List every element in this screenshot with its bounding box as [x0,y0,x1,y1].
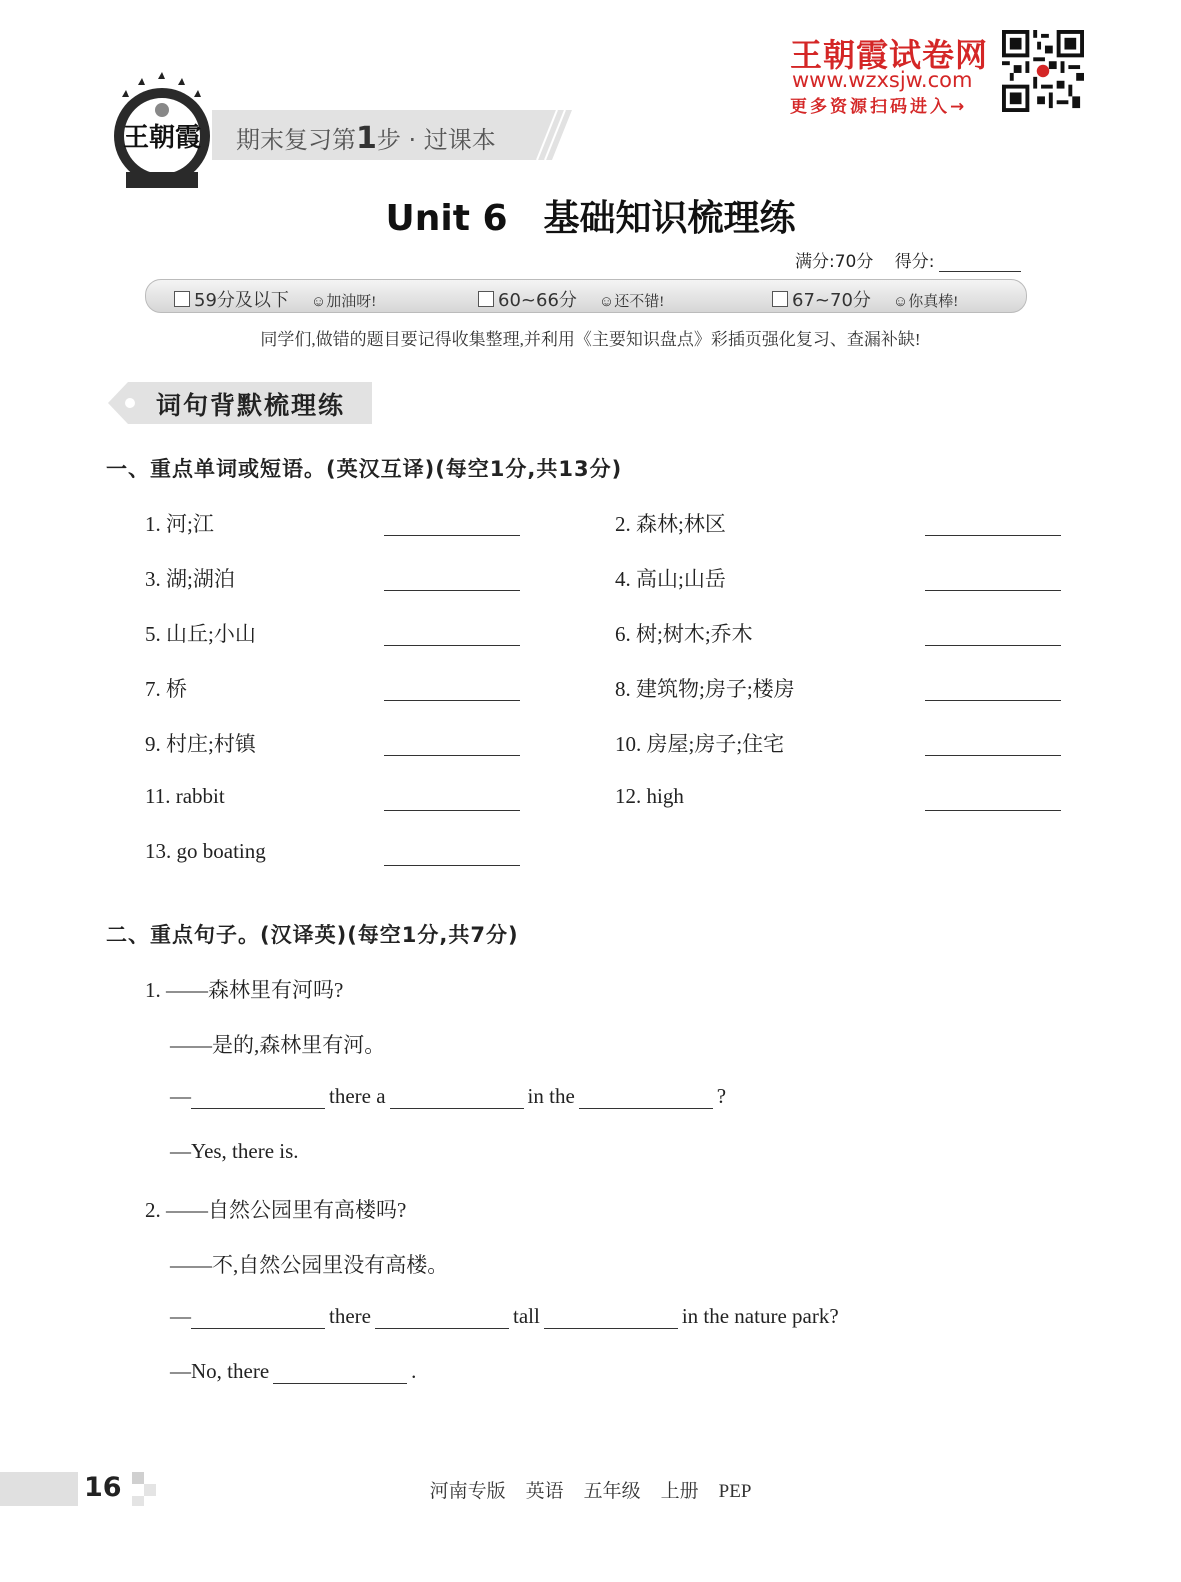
q2-blank-2[interactable] [375,1306,509,1329]
word-item-12: 12. high [615,784,684,808]
answer-line-8[interactable] [925,700,1061,701]
answer-line-2[interactable] [925,535,1061,536]
answer-line-13[interactable] [384,865,520,866]
word-item-4: 4. 高山;山岳 [615,567,726,591]
q2-blank-1[interactable] [191,1306,325,1329]
answer-line-10[interactable] [925,755,1061,756]
q2-english-answer: —No, there . [170,1359,417,1383]
word-item-2: 2. 森林;林区 [615,512,726,536]
checkbox-icon [174,291,190,307]
part2-heading: 二、重点句子。(汉译英)(每空1分,共7分) [106,923,519,947]
word-item-9: 9. 村庄;村镇 [145,732,256,756]
checkbox-icon [478,291,494,307]
answer-line-1[interactable] [384,535,520,536]
footer-edition: 河南专版 英语 五年级 上册 PEP [429,1481,752,1502]
score-label: 得分: [894,252,935,272]
q2-chinese-question: 2. ——自然公园里有高楼吗? [145,1198,407,1222]
word-item-3: 3. 湖;湖泊 [145,567,235,591]
answer-line-9[interactable] [384,755,520,756]
q2-blank-4[interactable] [273,1361,407,1384]
score-line [795,247,1021,272]
answer-line-3[interactable] [384,590,520,591]
qr-code-icon[interactable] [1002,30,1084,112]
word-item-8: 8. 建筑物;房子;楼房 [615,677,795,701]
word-item-5: 5. 山丘;小山 [145,622,256,646]
banner-title: 期末复习第1步 · 过课本 [236,121,496,156]
full-score: 满分:70分 [795,252,874,272]
q1-blank-2[interactable] [390,1086,524,1109]
part1-heading: 一、重点单词或短语。(英汉互译)(每空1分,共13分) [106,457,623,481]
q2-chinese-answer: ——不,自然公园里没有高楼。 [170,1253,449,1277]
section-label: 词句背默梳理练 [156,391,346,420]
word-item-11: 11. rabbit [145,784,225,808]
answer-line-6[interactable] [925,645,1061,646]
answer-line-11[interactable] [384,810,520,811]
q1-chinese-question: 1. ——森林里有河吗? [145,978,344,1002]
score-blank[interactable] [939,257,1021,272]
page-number: 16 [84,1472,122,1503]
wangzhaoxia-badge-icon [108,70,216,194]
answer-line-5[interactable] [384,645,520,646]
score-level-3[interactable]: 67~70分 ☺你真棒! [772,286,958,312]
notice-text: 同学们,做错的题目要记得收集整理,并利用《主要知识盘点》彩插页强化复习、查漏补缺! [260,330,921,349]
word-item-6: 6. 树;树木;乔木 [615,622,753,646]
q1-english-answer: —Yes, there is. [170,1139,299,1163]
q2-english-question: — there tall in the nature park? [170,1304,839,1328]
brand-name: 王朝霞试卷网 [790,36,989,74]
q1-english-question: — there a in the ? [170,1084,727,1108]
q2-blank-3[interactable] [544,1306,678,1329]
q1-blank-1[interactable] [191,1086,325,1109]
word-item-1: 1. 河;江 [145,512,214,536]
word-item-13: 13. go boating [145,839,266,863]
score-level-2[interactable]: 60~66分 ☺还不错! [478,286,664,312]
brand-more-link[interactable]: 更多资源扫码进入→ [790,97,968,117]
word-item-7: 7. 桥 [145,677,187,701]
answer-line-4[interactable] [925,590,1061,591]
word-item-10: 10. 房屋;房子;住宅 [615,732,785,756]
page-title: Unit 6 基础知识梳理练 [385,198,796,239]
score-level-bar [145,279,1027,313]
brand-url[interactable]: www.wzxsjw.com [792,68,973,92]
answer-line-12[interactable] [925,810,1061,811]
answer-line-7[interactable] [384,700,520,701]
score-level-1[interactable]: 59分及以下 ☺加油呀! [174,286,376,312]
q1-chinese-answer: ——是的,森林里有河。 [170,1033,386,1057]
checkbox-icon [772,291,788,307]
q1-blank-3[interactable] [579,1086,713,1109]
badge-text: 王朝霞 [122,123,202,153]
